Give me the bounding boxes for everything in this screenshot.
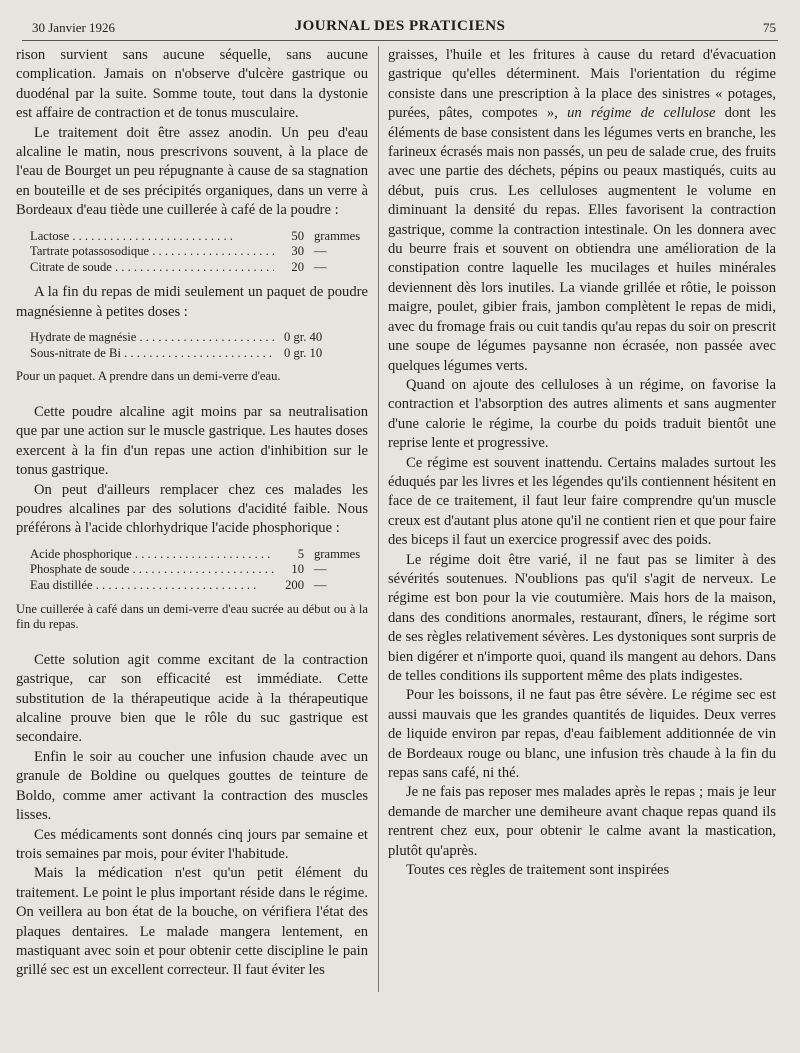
paragraph: Enfin le soir au coucher une infusion chaude avec un granule de Boldine ou quelques gouttes de teinture de Boldo, comme amer activant la contraction des muscles lisses. — [16, 748, 368, 824]
left-column — [16, 46, 368, 981]
paragraph: Cette poudre alcaline agit moins par sa neutralisation que par une action sur le muscle gastrique. Les hautes doses exercent à la fin d'un repas une action d'inhibition sur le tonus gastrique. — [16, 404, 368, 479]
paragraph: On peut d'ailleurs remplacer chez ces malades les poudres alcalines par des solutions d'acidité faible. Nous préférons à l'acide chlorhydrique l'acide phosphorique : — [16, 481, 368, 537]
unit: — — [314, 562, 327, 577]
ingredient: Citrate de soude . . . — [30, 260, 274, 276]
prescription-formula-2 — [30, 330, 368, 361]
paragraph: rison survient sans aucune séquelle, sans aucune complication. Jamais on n'observe d'ulcère gastrique ou duodénal par la suite. Somme toute, tout dans la dystonie est affaire de contraction et de tonus musculaire. — [16, 47, 368, 122]
quantity: 10 — [291, 562, 304, 577]
formula-note: Une cuillerée à café dans un demi-verre d'eau sucrée au début ou à la fin du repas. — [16, 601, 368, 632]
journal-title: JOURNAL DES PRATICIENS — [294, 18, 506, 34]
formula-row — [30, 562, 368, 578]
unit: — — [314, 259, 327, 274]
paragraph: Toutes ces règles de traitement sont inspirées — [406, 862, 670, 879]
quantity: 0 gr. 40 — [284, 330, 323, 345]
prescription-formula-1 — [30, 229, 368, 276]
paragraph: Ce régime est souvent inattendu. Certains malades surtout les éduqués par les livres et les légendes qu'ils contiennent hésitent en face de ce traitement, il faut leur faire comprendre qu'un muscle creux est d'autant plus atone qu'il ne contient rien et que pour faire des biceps il faut un exercice progressif avec des poids. — [388, 454, 776, 549]
formula-row — [30, 244, 368, 260]
unit: — — [314, 244, 327, 259]
unit: grammes — [314, 546, 361, 561]
formula-row — [30, 330, 368, 346]
page-header — [22, 18, 778, 41]
unit: grammes — [314, 228, 361, 243]
column-divider — [378, 46, 379, 992]
ingredient: Lactose . . . — [30, 229, 274, 245]
ingredient: Eau distillée . . . — [30, 578, 274, 594]
paragraph: Mais la médication n'est qu'un petit élément du traitement. Le point le plus important réside dans le régime. On veillera au bon état de la bouche, on vérifiera l'état des plaques dentaires. Le malade mangera lentement, en mastiquant avec soin et pour obtenir cette discipline le pain grillé sec est un excellent correcteur. Il faut éviter les — [16, 865, 368, 979]
prescription-formula-3 — [30, 547, 368, 594]
page-number: 75 — [763, 20, 776, 35]
text-run: graisses, l'huile et les fritures à cause du retard d'évacuation gastrique qu'elles déterminent. Mais l'orientation du régime consiste dans une prescription à la place des sinistres « potages, purées, pâtes, compotes », — [388, 47, 776, 122]
ingredient: Acide phosphorique . . . — [30, 547, 274, 563]
ingredient: Sous-nitrate de Bi . . . — [30, 346, 274, 362]
paragraph: Cette solution agit comme excitant de la contraction gastrique, car son efficacité est immédiate. Cette substitution de la thérapeutique acide à la thérapeutique alcaline prouve bien que le rôle du suc gastrique est secondaire. — [16, 651, 368, 746]
ingredient: Tartrate potassosodique . . . — [30, 244, 274, 260]
quantity: 50 — [291, 228, 304, 243]
quantity: 0 gr. 10 — [284, 345, 323, 360]
quantity: 5 — [297, 546, 304, 561]
formula-row — [30, 260, 368, 276]
paragraph: Quand on ajoute des celluloses à un régime, on favorise la contraction et l'absorption des autres aliments et sans augmenter d'une calorie le régime, la courbe du poids traduit bientôt une reprise lente et progressive. — [388, 376, 776, 452]
paragraph: Je ne fais pas reposer mes malades après le repas ; mais je leur demande de marcher une demiheure avant chaque repas quand ils rentrent chez eux, pour obtenir le calme avant la mastication, plutôt qu'après. — [388, 784, 776, 859]
emphasis-text: un régime de cellulose — [567, 105, 716, 122]
paragraph: Pour les boissons, il ne faut pas être sévère. Le régime sec est aussi mauvais que les grandes quantités de liquides. Deux verres de liquide environ par repas, d'eau faiblement additionnée de vin de Bordeaux rouge ou blanc, une infusion très chaude à la fin du repas sans café, ni thé. — [388, 687, 776, 782]
formula-row — [30, 547, 368, 563]
ingredient: Hydrate de magnésie . . . — [30, 330, 274, 346]
paragraph: A la fin du repas de midi seulement un paquet de poudre magnésienne à petites doses : — [16, 284, 368, 320]
quantity: 200 — [285, 578, 304, 593]
ingredient: Phosphate de soude . . . — [30, 562, 274, 578]
formula-row — [30, 229, 368, 245]
paragraph: Le traitement doit être assez anodin. Un peu d'eau alcaline le matin, nous prescrivons souvent, à la place de l'eau de Bourget un peu répugnante à cause de sa stagnation en bouteille et de ses précipités organiques, dans un verre à Bordeaux d'eau tiède une cuillerée à café de la poudre : — [16, 124, 368, 219]
paragraph: Le régime doit être varié, il ne faut pas se limiter à des sévérités soutenues. N'oublions pas qu'il s'agit de nerveux. Le régime est bon pour la vie coutumière. Mais hors de la maison, dans des conditions anormales, restaurant, dîners, le régime sort de ses règles relativement sévères. Les dystoniques sont surpris de bien digérer et n'importe quoi, quand ils mangent au dehors. Dans de telles conditions ils supportent même des plats indigestes. — [388, 551, 776, 684]
quantity: 30 — [291, 244, 304, 259]
right-column — [388, 46, 776, 880]
formula-row — [30, 578, 368, 594]
text-run: dont les éléments de base consistent dans les légumes verts en branche, les farineux écrasés mais non passés, un peu de salade crue, des fruits avec une partie des déchets, pépins ou peaux mastiqués, cuits au début, puis crus. Les celluloses augmentent le volume en diminuant la densité du repas. Elles favorisent la contraction gastrique, comme la contraction intestinale. On les donnera avec du beurre frais et souvent on obtiendra une amélioration de la constipation contre laquelle les mucilages et huiles minérales deviennent dès lors inutiles. La viande grillée et rôtie, le poisson maigre, poulet, gibier frais, jambon complètent le repas de midi, avec du fromage frais ou cuit tandis qu'au repas du soir on prescrit une soupe de légumes paysanne non écrasée, non passée avec quelques légumes verts. — [388, 105, 776, 374]
formula-note: Pour un paquet. A prendre dans un demi-verre d'eau. — [16, 369, 281, 384]
unit: — — [314, 578, 327, 593]
formula-row — [30, 346, 368, 362]
paragraph — [388, 46, 776, 376]
paragraph: Ces médicaments sont donnés cinq jours par semaine et trois semaines par mois, pour éviter l'habitude. — [16, 826, 368, 862]
issue-date: 30 Janvier 1926 — [32, 20, 116, 35]
quantity: 20 — [291, 259, 304, 274]
